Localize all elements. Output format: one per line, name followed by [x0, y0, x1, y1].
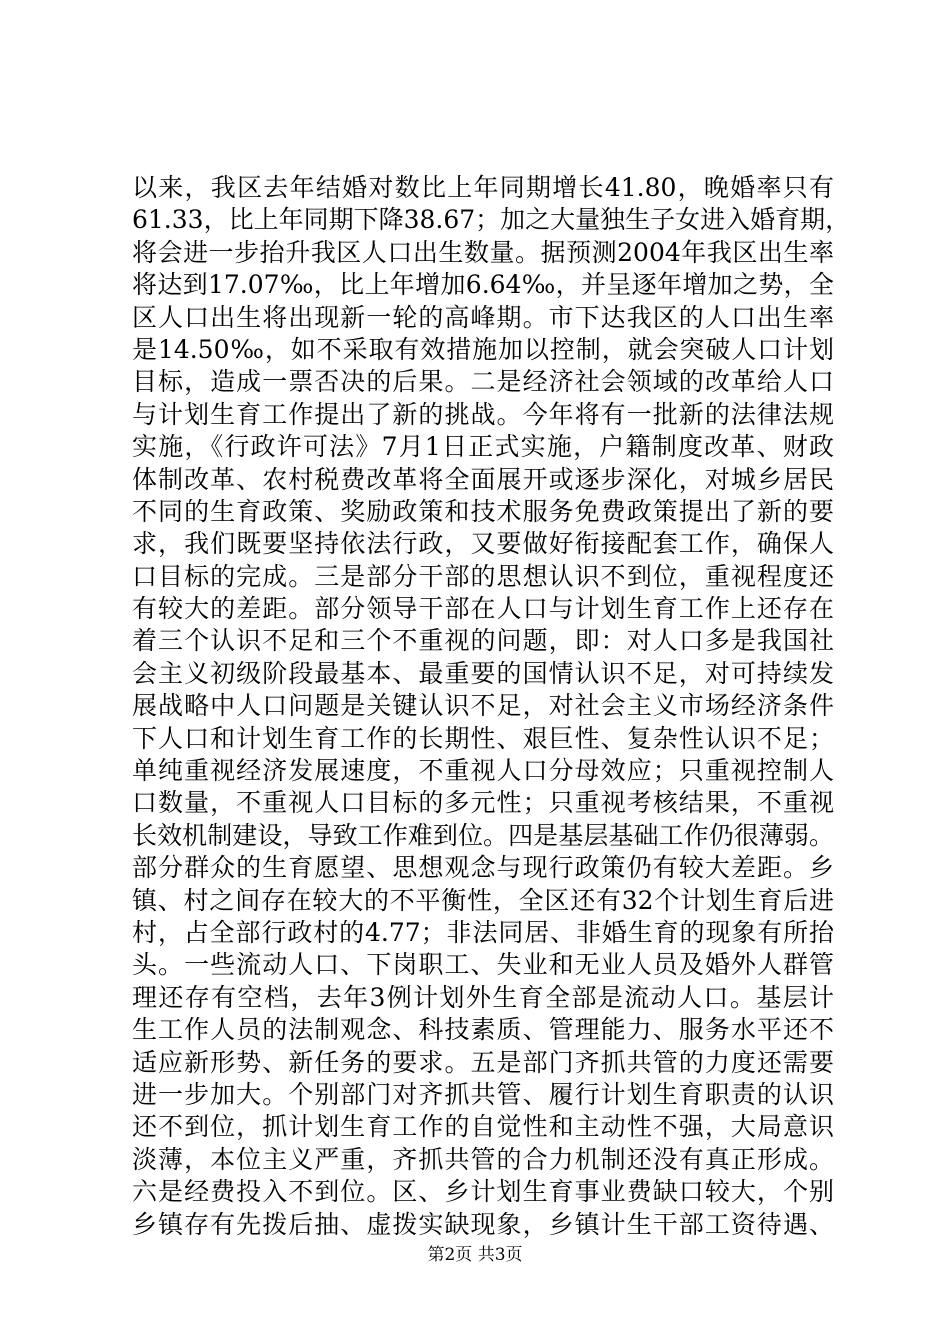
text-line: 适应新形势、新任务的要求。五是部门齐抓共管的力度还需要: [132, 1047, 834, 1077]
text-line: 下人口和计划生育工作的长期性、艰巨性、复杂性认识不足；: [132, 723, 834, 753]
text-line: 还不到位，抓计划生育工作的自觉性和主动性不强，大局意识: [132, 1112, 834, 1142]
text-line: 长效机制建设，导致工作难到位。四是基层基础工作仍很薄弱。: [132, 820, 834, 850]
text-line: 口目标的完成。三是部分干部的思想认识不到位，重视程度还: [132, 561, 834, 591]
text-line: 口数量，不重视人口目标的多元性；只重视考核结果，不重视: [132, 788, 834, 818]
text-line: 有较大的差距。部分领导干部在人口与计划生育工作上还存在: [132, 594, 834, 624]
text-line: 求，我们既要坚持依法行政，又要做好衔接配套工作，确保人: [132, 529, 834, 559]
text-line: 将达到17.07‰，比上年增加6.64‰，并呈逐年增加之势，全: [132, 270, 834, 300]
text-line: 着三个认识不足和三个不重视的问题，即：对人口多是我国社: [132, 626, 834, 656]
text-line: 头。一些流动人口、下岗职工、失业和无业人员及婚外人群管: [132, 950, 834, 980]
page-number: 第2页 共3页: [427, 1245, 523, 1265]
text-line: 与计划生育工作提出了新的挑战。今年将有一批新的法律法规: [132, 399, 834, 429]
text-line: 镇、村之间存在较大的不平衡性，全区还有32个计划生育后进: [132, 885, 834, 915]
text-line: 将会进一步抬升我区人口出生数量。据预测2004年我区出生率: [132, 237, 834, 267]
text-line: 实施，《行政许可法》7月1日正式实施，户籍制度改革、财政: [132, 432, 834, 462]
text-line: 乡镇存有先拨后抽、虚拨实缺现象，乡镇计生干部工资待遇、: [132, 1209, 834, 1239]
text-line: 区人口出生将出现新一轮的高峰期。市下达我区的人口出生率: [132, 302, 834, 332]
text-line: 展战略中人口问题是关键认识不足，对社会主义市场经济条件: [132, 691, 834, 721]
text-line: 进一步加大。个别部门对齐抓共管、履行计划生育职责的认识: [132, 1079, 834, 1109]
text-line: 六是经费投入不到位。区、乡计划生育事业费缺口较大，个别: [132, 1177, 834, 1207]
text-line: 以来，我区去年结婚对数比上年同期增长41.80，晚婚率只有: [132, 173, 834, 202]
text-line: 部分群众的生育愿望、思想观念与现行政策仍有较大差距。乡: [132, 853, 834, 883]
text-line: 是14.50‰，如不采取有效措施加以控制，就会突破人口计划: [132, 334, 834, 364]
text-line: 会主义初级阶段最基本、最重要的国情认识不足，对可持续发: [132, 658, 834, 688]
text-line: 生工作人员的法制观念、科技素质、管理能力、服务水平还不: [132, 1015, 834, 1045]
text-line: 体制改革、农村税费改革将全面展开或逐步深化，对城乡居民: [132, 464, 834, 494]
text-line: 61.33，比上年同期下降38.67；加之大量独生子女进入婚育期，: [132, 205, 851, 235]
text-line: 村，占全部行政村的4.77；非法同居、非婚生育的现象有所抬: [132, 917, 834, 947]
text-line: 淡薄，本位主义严重，齐抓共管的合力机制还没有真正形成。: [132, 1144, 834, 1174]
text-line: 理还存有空档，去年3例计划外生育全部是流动人口。基层计: [132, 982, 834, 1012]
text-line: 不同的生育政策、奖励政策和技术服务免费政策提出了新的要: [132, 496, 834, 526]
text-line: 单纯重视经济发展速度，不重视人口分母效应；只重视控制人: [132, 756, 834, 786]
body-text: [132, 172, 851, 1241]
text-line: 目标，造成一票否决的后果。二是经济社会领域的改革给人口: [132, 367, 834, 397]
